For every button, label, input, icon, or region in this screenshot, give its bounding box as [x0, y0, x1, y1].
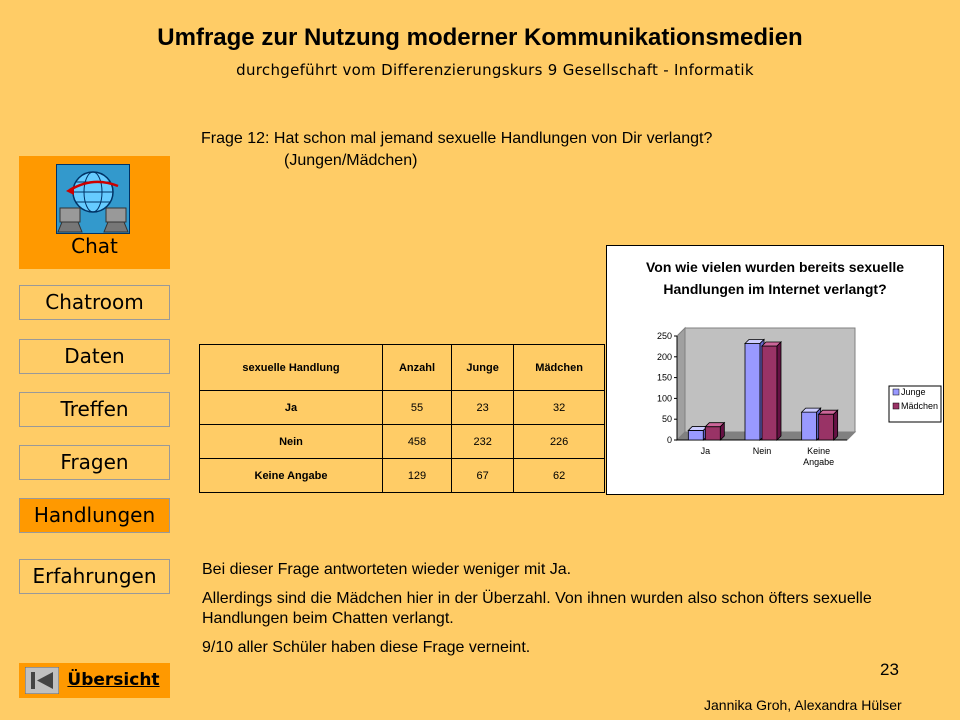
table-row — [200, 459, 605, 493]
column-header: Junge — [452, 345, 514, 391]
legend-swatch — [893, 403, 899, 409]
nav-erfahrungen-button[interactable]: Erfahrungen — [19, 559, 170, 594]
table-cell: Nein — [200, 425, 383, 459]
chart-side-wall — [677, 328, 685, 440]
results-table — [199, 344, 605, 493]
table-row — [200, 425, 605, 459]
overview-button[interactable] — [19, 663, 170, 698]
nav-daten-button[interactable]: Daten — [19, 339, 170, 374]
column-header: sexuelle Handlung — [200, 345, 383, 391]
y-tick-label: 250 — [656, 331, 672, 341]
overview-label: Übersicht — [67, 670, 160, 690]
bar — [688, 430, 703, 440]
nav-fragen-button[interactable]: Fragen — [19, 445, 170, 480]
legend-label: Junge — [901, 387, 926, 397]
bar — [802, 412, 817, 440]
table-cell: 62 — [514, 459, 605, 493]
bar-chart — [606, 245, 944, 495]
explanation-text — [202, 560, 882, 667]
legend-label: Mädchen — [901, 401, 939, 411]
y-tick-label: 150 — [656, 372, 672, 383]
page-number: 23 — [880, 660, 899, 679]
x-tick-label: Ja — [700, 446, 711, 456]
y-tick-label: 100 — [656, 393, 672, 404]
legend-swatch — [893, 389, 899, 395]
nav-chatroom-button[interactable]: Chatroom — [19, 285, 170, 320]
explanation-paragraph-1: Bei dieser Frage antworteten wieder weniger mit Ja. — [202, 561, 572, 578]
y-tick-label: 50 — [661, 414, 672, 425]
table-cell: 129 — [382, 459, 451, 493]
bar — [705, 427, 720, 440]
table-cell: 55 — [382, 391, 451, 425]
page-title: Umfrage zur Nutzung moderner Kommunikationsmedien — [157, 24, 803, 51]
authors: Jannika Groh, Alexandra Hülser — [704, 697, 902, 713]
question-line-2: (Jungen/Mädchen) — [284, 152, 418, 169]
bar — [819, 414, 834, 440]
x-tick-label: Keine — [807, 446, 831, 456]
column-header: Mädchen — [514, 345, 605, 391]
page-subtitle: durchgeführt vom Differenzierungskurs 9 Gesellschaft - Informatik — [236, 61, 754, 79]
table-row — [200, 391, 605, 425]
table-cell: 32 — [514, 391, 605, 425]
back-to-start-icon — [25, 667, 59, 694]
table-cell: 226 — [514, 425, 605, 459]
chart-title: Von wie vielen wurden bereits sexuelle Handlungen im Internet verlangt? — [645, 259, 905, 297]
table-cell: Ja — [200, 391, 383, 425]
question-line-1: Frage 12: Hat schon mal jemand sexuelle Handlungen von Dir verlangt? — [201, 130, 713, 147]
y-tick-label: 0 — [666, 435, 672, 445]
bar — [745, 343, 760, 440]
table-cell: Keine Angabe — [200, 459, 383, 493]
explanation-paragraph-2: Allerdings sind die Mädchen hier in der Überzahl. Von ihnen wurden also schon öfters sexuelle Handlungen beim Chatten verlangt. — [202, 590, 872, 627]
x-tick-label: Nein — [752, 446, 772, 456]
chat-section[interactable] — [19, 156, 170, 269]
table-cell: 67 — [452, 459, 514, 493]
table-header-row — [200, 345, 605, 391]
bar — [762, 346, 777, 440]
chart-plot — [607, 246, 943, 494]
x-tick-label: Angabe — [803, 457, 835, 467]
bar-side — [834, 410, 838, 440]
column-header: Anzahl — [382, 345, 451, 391]
question-text — [201, 128, 712, 172]
nav-handlungen-button[interactable]: Handlungen — [19, 498, 170, 533]
table-cell: 232 — [452, 425, 514, 459]
table-cell: 458 — [382, 425, 451, 459]
y-tick-label: 200 — [656, 351, 672, 362]
bar-side — [777, 342, 781, 440]
explanation-paragraph-3: 9/10 aller Schüler haben diese Frage verneint. — [202, 639, 531, 656]
nav-treffen-button[interactable]: Treffen — [19, 392, 170, 427]
computers-network-icon — [56, 164, 130, 234]
chat-label: Chat — [71, 234, 118, 258]
table-cell: 23 — [452, 391, 514, 425]
